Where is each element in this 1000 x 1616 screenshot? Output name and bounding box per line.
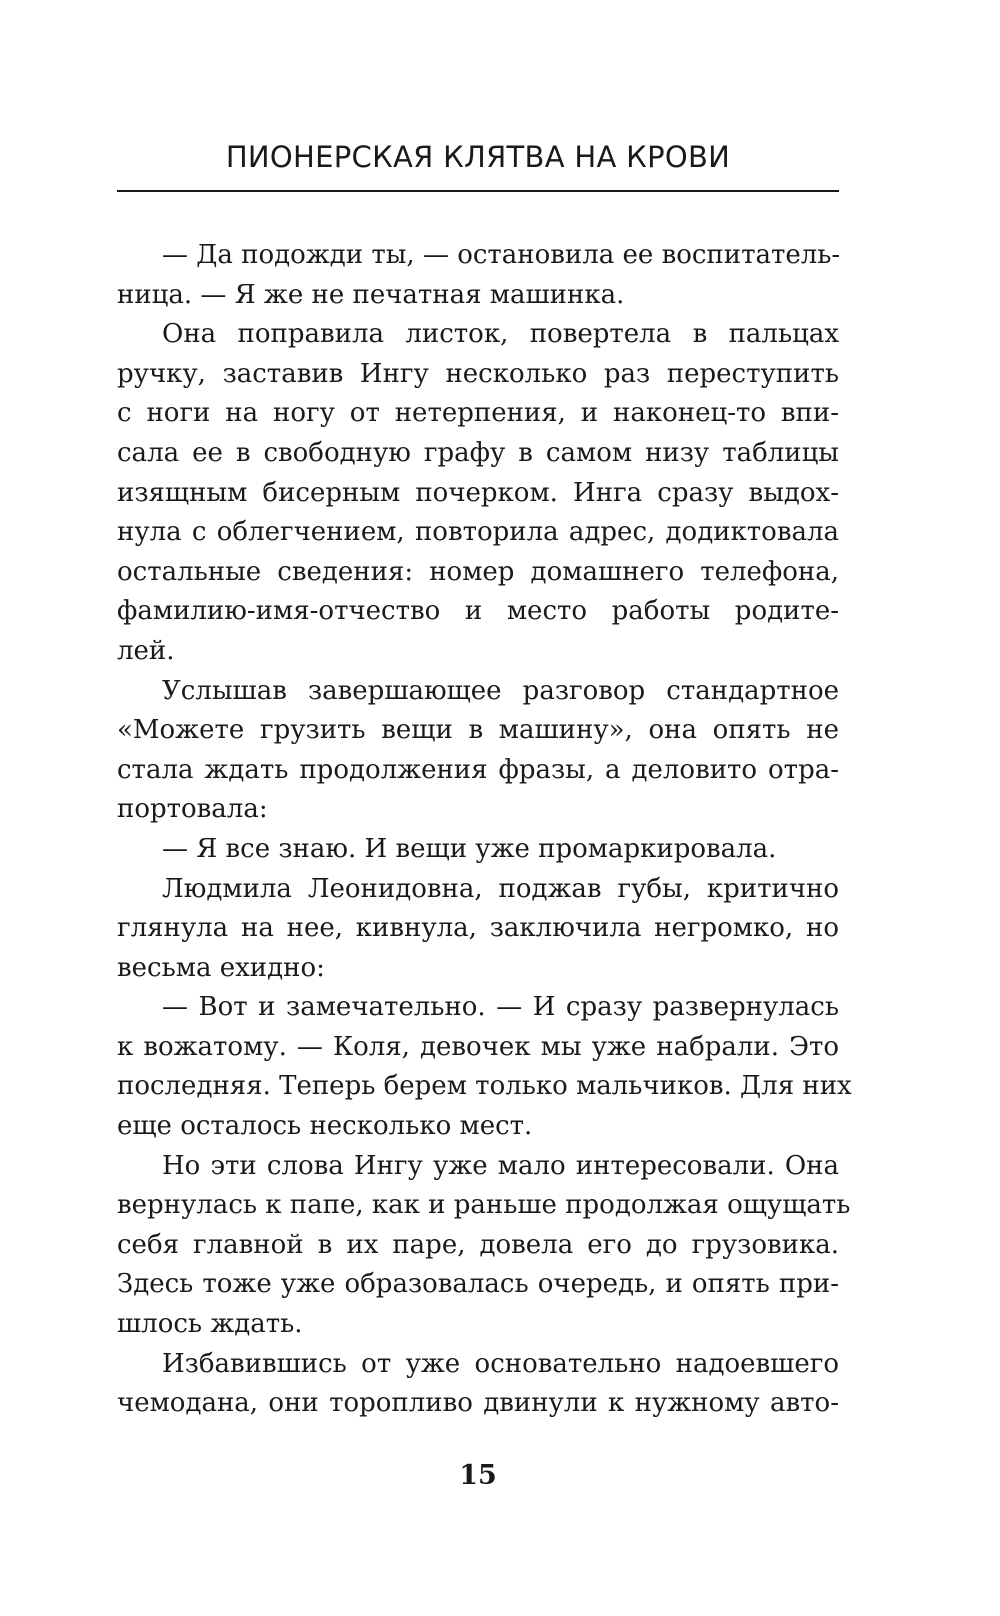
text-line: глянула на нее, кивнула, заключила негромко, но (117, 913, 839, 944)
text-line: Она поправила листок, повертела в пальцах (162, 319, 839, 350)
text-line: Услышав завершающее разговор стандартное (162, 675, 839, 706)
text-line: ручку, заставив Ингу несколько раз переступить (117, 358, 839, 389)
text-line: остальные сведения: номер домашнего телефона, (117, 556, 839, 587)
text-line: шлось ждать. (117, 1309, 303, 1340)
text-line: с ноги на ногу от нетерпения, и наконец-то впи- (117, 398, 839, 429)
text-line: — Я все знаю. И вещи уже промаркировала. (162, 833, 777, 864)
text-line: изящным бисерным почерком. Инга сразу выдох- (117, 477, 839, 508)
body-text (117, 236, 852, 1424)
text-line: «Можете грузить вещи в машину», она опять не (117, 715, 839, 746)
page-number: 15 (459, 1460, 497, 1491)
text-line: — Вот и замечательно. — И сразу развернулась (162, 992, 839, 1023)
text-line: ница. — Я же не печатная машинка. (117, 279, 625, 310)
text-line: вернулась к папе, как и раньше продолжая ощущать (117, 1190, 851, 1221)
text-line: Людмила Леонидовна, поджав губы, критично (162, 873, 839, 904)
text-line: стала ждать продолжения фразы, а деловито отра- (117, 754, 839, 785)
text-line: Избавившись от уже основательно надоевшего (162, 1348, 839, 1379)
text-line: нула с облегчением, повторила адрес, додиктовала (117, 517, 839, 548)
text-line: к вожатому. — Коля, девочек мы уже набрали. Это (117, 1031, 839, 1062)
text-line: последняя. Теперь берем только мальчиков. Для них (117, 1071, 852, 1102)
text-line: Здесь тоже уже образовалась очередь, и опять при- (117, 1269, 839, 1300)
text-line: — Да подожди ты, — остановила ее воспитатель- (162, 240, 841, 270)
header-rule (117, 190, 839, 192)
running-title: ПИОНЕРСКАЯ КЛЯТВА НА КРОВИ (225, 140, 731, 174)
text-line: сала ее в свободную графу в самом низу таблицы (117, 437, 839, 468)
text-line: лей. (117, 635, 175, 666)
text-line: портовала: (117, 794, 268, 825)
text-line: чемодана, они торопливо двинули к нужному авто- (117, 1388, 839, 1419)
text-line: весьма ехидно: (117, 952, 325, 983)
text-line: Но эти слова Ингу уже мало интересовали. Она (162, 1150, 839, 1181)
text-line: себя главной в их паре, довела его до грузовика. (117, 1229, 839, 1260)
text-line: еще осталось несколько мест. (117, 1111, 533, 1142)
text-line: фамилию-имя-отчество и место работы родите- (117, 596, 839, 627)
